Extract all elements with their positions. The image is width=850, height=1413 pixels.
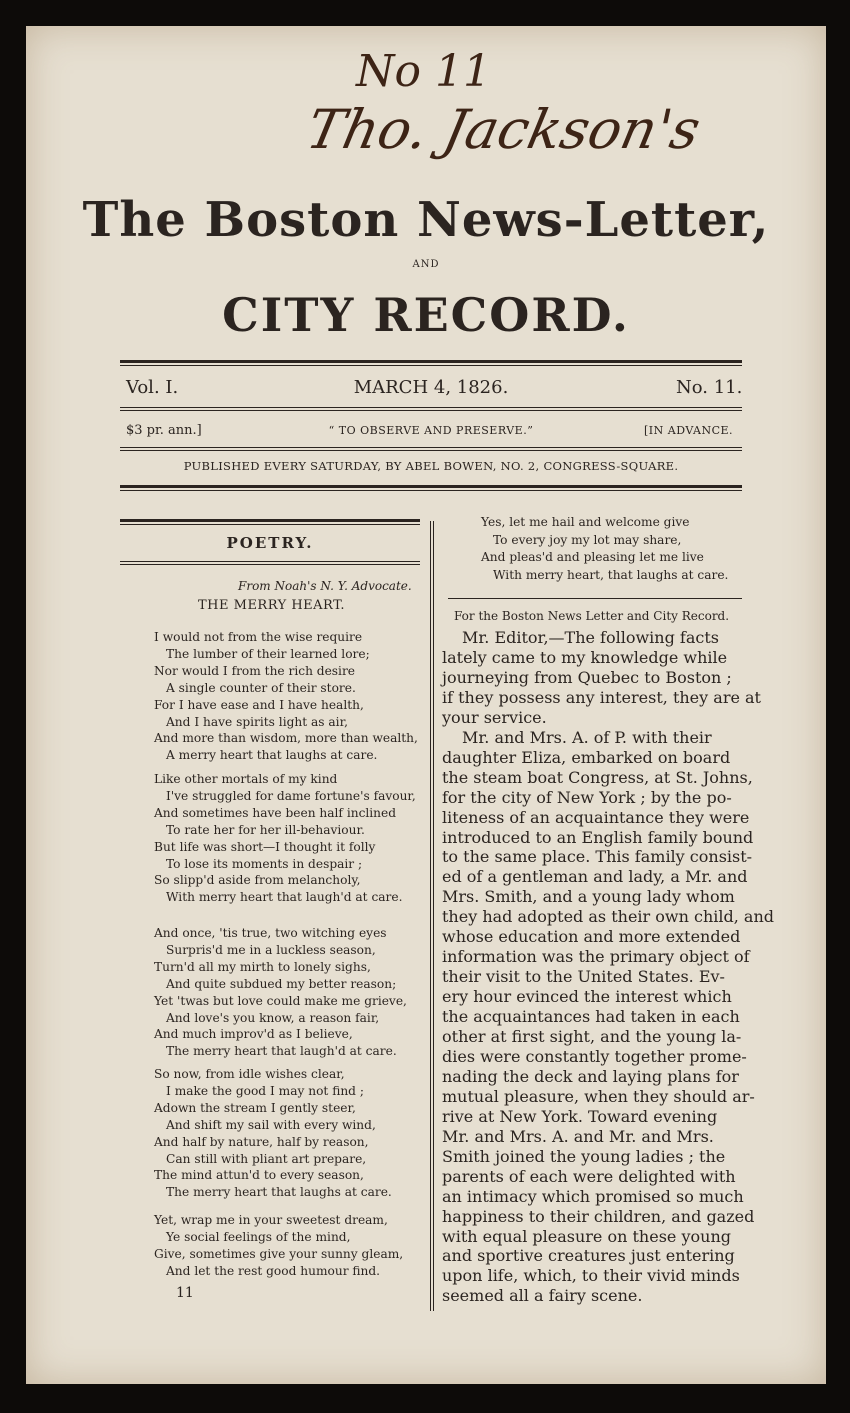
- letter-line: whose education and more extended: [442, 927, 741, 947]
- publisher-line: PUBLISHED EVERY SATURDAY, BY ABEL BOWEN, NO. 2, CONGRESS-SQUARE.: [183, 459, 679, 473]
- poem-line: The mind attun'd to every season,: [154, 1168, 364, 1183]
- letter-line: Mr. and Mrs. A. of P. with their: [462, 727, 712, 747]
- poem-line: And I have spirits light as air,: [166, 714, 348, 729]
- poem-line: Nor would I from the rich desire: [154, 663, 355, 678]
- rule: [120, 365, 742, 366]
- letter-line: happiness to their children, and gazed: [442, 1206, 755, 1226]
- poem-line: Adown the stream I gently steer,: [154, 1100, 356, 1115]
- letter-line: they had adopted as their own child, and: [442, 907, 774, 927]
- rule: [448, 598, 742, 599]
- poem-line: And once, 'tis true, two witching eyes: [154, 926, 387, 940]
- letter-line: an intimacy which promised so much: [442, 1186, 744, 1206]
- volume-label: Vol. I.: [126, 377, 179, 398]
- poem-line: Yet, wrap me in your sweetest dream,: [154, 1213, 388, 1227]
- handwritten-number: No 11: [356, 46, 491, 97]
- poem-title: THE MERRY HEART.: [198, 598, 345, 613]
- masthead-subtitle: CITY RECORD.: [222, 288, 630, 342]
- poem-line: Give, sometimes give your sunny gleam,: [154, 1246, 404, 1261]
- letter-line: rive at New York. Toward evening: [442, 1106, 718, 1126]
- letter-line: with equal pleasure on these young: [442, 1226, 731, 1246]
- signature-mark: 11: [176, 1285, 194, 1301]
- newspaper-page: [26, 26, 826, 1384]
- subscription-price: $3 pr. ann.]: [126, 423, 202, 438]
- letter-line: parents of each were delighted with: [442, 1166, 736, 1186]
- letter-line: their visit to the United States. Ev-: [442, 967, 725, 987]
- letter-line: liteness of an acquaintance they were: [442, 807, 750, 827]
- letter-line: the acquaintances had taken in each: [442, 1007, 740, 1027]
- poem-line: And sometimes have been half inclined: [154, 805, 397, 820]
- rule: [120, 407, 742, 408]
- rule: [120, 450, 742, 451]
- poem-line: Yet 'twas but love could make me grieve,: [154, 993, 407, 1008]
- letter-line: information was the primary object of: [442, 947, 750, 967]
- letter-source: For the Boston News Letter and City Record.: [454, 609, 730, 623]
- letter-line: upon life, which, to their vivid minds: [442, 1266, 740, 1286]
- poem-line: And love's you know, a reason fair,: [166, 1010, 380, 1025]
- letter-line: nading the deck and laying plans for: [442, 1066, 739, 1086]
- letter-line: if they possess any interest, they are at: [442, 687, 761, 707]
- issue-date: MARCH 4, 1826.: [353, 377, 509, 398]
- rule: [120, 360, 742, 363]
- poem-line: With merry heart, that laughs at care.: [493, 567, 729, 582]
- masthead-and: AND: [412, 259, 440, 270]
- poem-line: I would not from the wise require: [154, 630, 363, 644]
- poem-line: And much improv'd as I believe,: [154, 1027, 353, 1042]
- letter-line: mutual pleasure, when they should ar-: [442, 1086, 755, 1106]
- letter-line: Mr. and Mrs. A. and Mr. and Mrs.: [442, 1126, 714, 1146]
- poem-line: So now, from idle wishes clear,: [154, 1067, 345, 1081]
- letter-line: dies were constantly together prome-: [442, 1046, 747, 1066]
- poem-line: The lumber of their learned lore;: [166, 646, 370, 661]
- issue-number: No. 11.: [676, 377, 743, 398]
- poem-line: I make the good I may not find ;: [166, 1083, 364, 1098]
- rule: [120, 524, 420, 525]
- poem-source: From Noah's N. Y. Advocate.: [238, 579, 412, 593]
- poem-line: But life was short—I thought it folly: [154, 839, 376, 854]
- poetry-heading: POETRY.: [226, 534, 314, 552]
- letter-line: journeying from Quebec to Boston ;: [442, 667, 732, 687]
- poem-line: A single counter of their store.: [166, 680, 356, 695]
- handwritten-owner-signature: Tho. Jackson's: [301, 98, 706, 161]
- poem-line: With merry heart that laugh'd at care.: [166, 890, 403, 905]
- poem-line: And more than wisdom, more than wealth,: [154, 731, 418, 746]
- letter-line: Smith joined the young ladies ; the: [442, 1146, 726, 1166]
- poem-line: And pleas'd and pleasing let me live: [481, 550, 704, 564]
- poem-line: A merry heart that laughs at care.: [166, 748, 378, 763]
- poem-line: And let the rest good humour find.: [166, 1263, 381, 1278]
- payment-terms: [IN ADVANCE.: [644, 424, 734, 437]
- rule: [120, 490, 742, 491]
- poem-line: For I have ease and I have health,: [154, 697, 364, 712]
- poem-line: Surpris'd me in a luckless season,: [166, 942, 376, 957]
- poem-line: The merry heart that laugh'd at care.: [166, 1044, 397, 1059]
- letter-line: seemed all a fairy scene.: [442, 1286, 643, 1306]
- poem-line: And shift my sail with every wind,: [166, 1117, 376, 1132]
- column-divider: [433, 521, 434, 1311]
- rule: [120, 447, 742, 448]
- poem-line: So slipp'd aside from melancholy,: [154, 873, 361, 888]
- letter-line: for the city of New York ; by the po-: [442, 787, 732, 807]
- letter-line: and sportive creatures just entering: [442, 1246, 735, 1266]
- letter-line: other at first sight, and the young la-: [442, 1027, 742, 1046]
- motto: “ TO OBSERVE AND PRESERVE.”: [328, 424, 534, 437]
- letter-line: lately came to my knowledge while: [442, 647, 728, 667]
- letter-line: ed of a gentleman and lady, a Mr. and: [442, 867, 748, 887]
- rule: [120, 561, 420, 562]
- rule: [120, 519, 420, 522]
- poem-line: To every joy my lot may share,: [493, 532, 682, 547]
- rule: [120, 564, 420, 565]
- poem-line: Ye social feelings of the mind,: [166, 1229, 351, 1244]
- masthead-title: The Boston News-Letter,: [82, 192, 770, 248]
- poem-line: To rate her for her ill-behaviour.: [166, 822, 365, 837]
- letter-line: ery hour evinced the interest which: [442, 987, 732, 1007]
- poem-line: Like other mortals of my kind: [154, 772, 338, 786]
- letter-line: introduced to an English family bound: [442, 827, 754, 847]
- poem-line: And half by nature, half by reason,: [154, 1134, 369, 1149]
- poem-line: And quite subdued my better reason;: [166, 976, 397, 991]
- letter-line: Mrs. Smith, and a young lady whom: [442, 887, 735, 907]
- poem-line: The merry heart that laughs at care.: [166, 1185, 392, 1200]
- letter-line: your service.: [442, 707, 547, 727]
- poem-line: I've struggled for dame fortune's favour,: [166, 788, 416, 803]
- rule: [120, 410, 742, 411]
- column-divider: [430, 521, 431, 1311]
- poem-line: To lose its moments in despair ;: [166, 856, 363, 871]
- letter-line: daughter Eliza, embarked on board: [442, 747, 731, 767]
- poem-line: Turn'd all my mirth to lonely sighs,: [154, 959, 371, 974]
- poem-line: Yes, let me hail and welcome give: [481, 515, 690, 529]
- letter-line: to the same place. This family consist-: [442, 847, 753, 867]
- poem-line: Can still with pliant art prepare,: [166, 1151, 367, 1166]
- rule: [120, 485, 742, 488]
- letter-line: Mr. Editor,—The following facts: [462, 628, 719, 647]
- letter-line: the steam boat Congress, at St. Johns,: [442, 767, 753, 787]
